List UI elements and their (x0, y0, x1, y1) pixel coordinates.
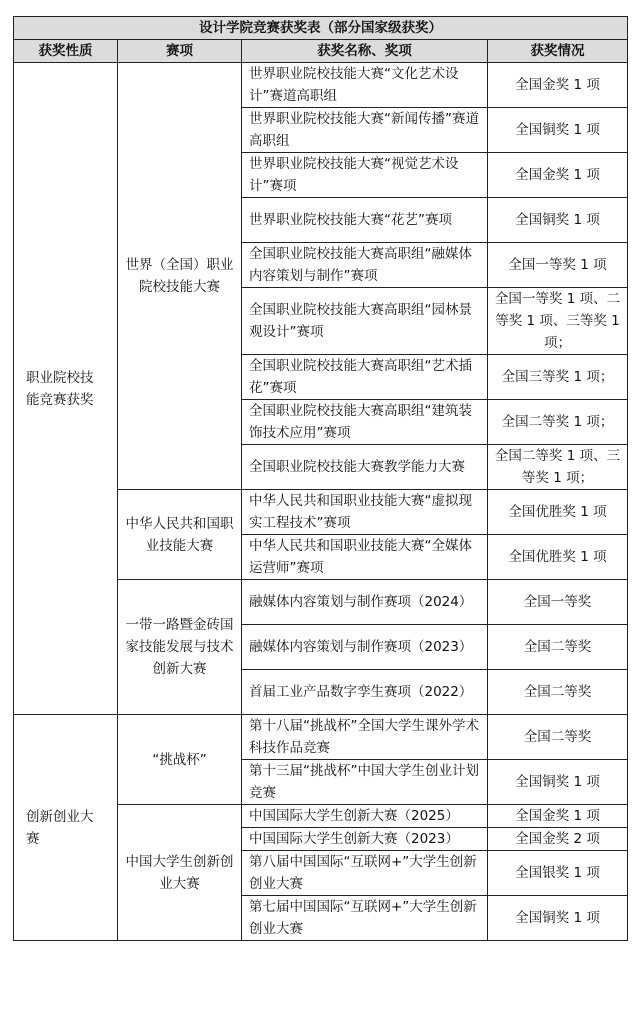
table-row (14, 63, 628, 108)
award-result-cell: 全国金奖 1 项 (488, 63, 628, 108)
award-result-cell: 全国铜奖 1 项 (488, 760, 628, 805)
award-result-cell: 全国优胜奖 1 项 (488, 490, 628, 535)
award-name-cell: 第八届中国国际“互联网+”大学生创新创业大赛 (242, 851, 488, 896)
award-result-cell: 全国铜奖 1 项 (488, 108, 628, 153)
award-result-cell: 全国铜奖 1 项 (488, 198, 628, 243)
award-name-cell: 融媒体内容策划与制作赛项（2023） (242, 625, 488, 670)
award-name-cell: 全国职业院校技能大赛高职组“融媒体内容策划与制作”赛项 (242, 243, 488, 288)
category-cell: 创新创业大赛 (14, 715, 118, 941)
award-name-cell: 第七届中国国际“互联网+”大学生创新创业大赛 (242, 896, 488, 941)
event-cell: 中华人民共和国职业技能大赛 (118, 490, 242, 580)
event-cell: 中国大学生创新创业大赛 (118, 805, 242, 941)
award-name-cell: 第十三届“挑战杯”中国大学生创业计划竞赛 (242, 760, 488, 805)
award-result-cell: 全国三等奖 1 项； (488, 355, 628, 400)
award-name-cell: 首届工业产品数字孪生赛项（2022） (242, 670, 488, 715)
award-name-cell: 中华人民共和国职业技能大赛“虚拟现实工程技术”赛项 (242, 490, 488, 535)
table-row (14, 715, 628, 760)
award-name-cell: 中国国际大学生创新大赛（2023） (242, 828, 488, 851)
award-result-cell: 全国优胜奖 1 项 (488, 535, 628, 580)
header-award-result: 获奖情况 (488, 40, 628, 63)
award-result-cell: 全国二等奖 (488, 625, 628, 670)
award-name-cell: 中国国际大学生创新大赛（2025） (242, 805, 488, 828)
award-result-cell: 全国铜奖 1 项 (488, 896, 628, 941)
award-result-cell: 全国金奖 1 项 (488, 805, 628, 828)
event-cell: 世界（全国）职业院校技能大赛 (118, 63, 242, 490)
category-cell: 职业院校技能竞赛获奖 (14, 63, 118, 715)
award-name-cell: 全国职业院校技能大赛高职组“园林景观设计”赛项 (242, 288, 488, 355)
award-name-cell: 中华人民共和国职业技能大赛“全媒体运营师”赛项 (242, 535, 488, 580)
header-award-nature: 获奖性质 (14, 40, 118, 63)
award-result-cell: 全国银奖 1 项 (488, 851, 628, 896)
table-title: 设计学院竞赛获奖表（部分国家级获奖） (14, 17, 628, 40)
award-result-cell: 全国二等奖 1 项、三等奖 1 项； (488, 445, 628, 490)
header-event: 赛项 (118, 40, 242, 63)
award-result-cell: 全国金奖 1 项 (488, 153, 628, 198)
header-award-name: 获奖名称、奖项 (242, 40, 488, 63)
award-name-cell: 世界职业院校技能大赛“新闻传播”赛道高职组 (242, 108, 488, 153)
award-name-cell: 融媒体内容策划与制作赛项（2024） (242, 580, 488, 625)
award-name-cell: 世界职业院校技能大赛“花艺”赛项 (242, 198, 488, 243)
award-result-cell: 全国二等奖 (488, 715, 628, 760)
event-cell: 一带一路暨金砖国家技能发展与技术创新大赛 (118, 580, 242, 715)
award-name-cell: 第十八届“挑战杯”全国大学生课外学术科技作品竞赛 (242, 715, 488, 760)
award-name-cell: 全国职业院校技能大赛高职组“建筑装饰技术应用”赛项 (242, 400, 488, 445)
event-cell: “挑战杯” (118, 715, 242, 805)
award-result-cell: 全国二等奖 1 项； (488, 400, 628, 445)
award-name-cell: 世界职业院校技能大赛“视觉艺术设计”赛项 (242, 153, 488, 198)
award-name-cell: 全国职业院校技能大赛教学能力大赛 (242, 445, 488, 490)
awards-table (13, 16, 628, 941)
award-result-cell: 全国金奖 2 项 (488, 828, 628, 851)
award-result-cell: 全国一等奖 1 项 (488, 243, 628, 288)
award-name-cell: 世界职业院校技能大赛“文化艺术设计”赛道高职组 (242, 63, 488, 108)
award-result-cell: 全国一等奖 1 项、二等奖 1 项、三等奖 1 项； (488, 288, 628, 355)
award-result-cell: 全国一等奖 (488, 580, 628, 625)
award-result-cell: 全国二等奖 (488, 670, 628, 715)
award-name-cell: 全国职业院校技能大赛高职组“艺术插花”赛项 (242, 355, 488, 400)
